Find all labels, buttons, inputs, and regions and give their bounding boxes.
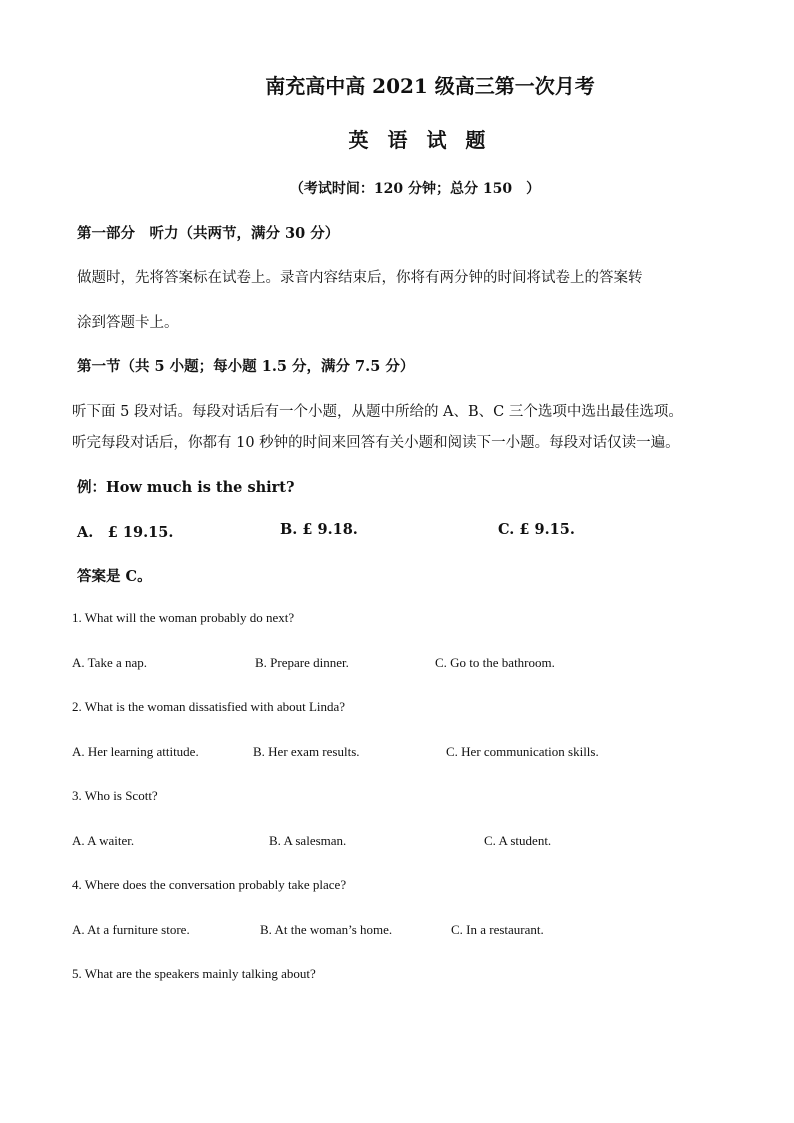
part1-instruction-line1: 做题时，先将答案标在试卷上。录音内容结束后，你将有两分钟的时间将试卷上的答案转 [77,270,643,286]
section1-instruction-line2: 听完每段对话后，你都有 10 秒钟的时间来回答有关小题和阅读下一小题。每段对话仅读一遍。 [72,435,680,451]
question-3-option-c: C. A student. [484,833,552,848]
question-1: 1. What will the woman probably do next? [72,610,295,625]
question-5: 5. What are the speakers mainly talking about? [72,966,316,981]
question-4: 4. Where does the conversation probably take place? [72,877,347,892]
question-3-option-b: B. A salesman. [269,833,347,848]
part1-heading: 第一部分 听力（共两节，满分 30 分） [77,225,340,242]
exam-info: （考试时间：120 分钟；总分 150 ） [289,181,541,197]
subject-title: 英 语 试 题 [348,128,492,152]
part1-instruction-line2: 涂到答题卡上。 [77,315,179,331]
example-option-b: B. £ 9.18. [280,521,358,538]
question-4-option-b: B. At the woman’s home. [260,922,393,937]
example-option-a: A. £ 19.15. [77,524,174,541]
question-3-option-a: A. A waiter. [72,833,135,848]
example-option-c: C. £ 9.15. [498,521,575,538]
question-4-option-a: A. At a furniture store. [72,922,190,937]
question-3: 3. Who is Scott? [72,788,158,803]
question-1-option-b: B. Prepare dinner. [255,655,349,670]
section1-instruction-line1: 听下面 5 段对话。每段对话后有一个小题，从题中所给的 A、B、C 三个选项中选出最佳选项。 [72,404,683,420]
exam-title: 南充高中高 2021 级高三第一次月考 [265,74,595,98]
question-2-option-b: B. Her exam results. [253,744,360,759]
question-2-option-c: C. Her communication skills. [446,744,599,759]
question-1-option-a: A. Take a nap. [72,655,148,670]
example-question: 例：How much is the shirt? [77,479,295,496]
question-4-option-c: C. In a restaurant. [451,922,544,937]
section1-heading: 第一节（共 5 小题；每小题 1.5 分，满分 7.5 分） [77,358,415,375]
question-2: 2. What is the woman dissatisfied with about Linda? [72,699,346,714]
question-2-option-a: A. Her learning attitude. [72,744,199,759]
question-1-option-c: C. Go to the bathroom. [435,655,555,670]
example-answer: 答案是 C。 [77,568,152,585]
